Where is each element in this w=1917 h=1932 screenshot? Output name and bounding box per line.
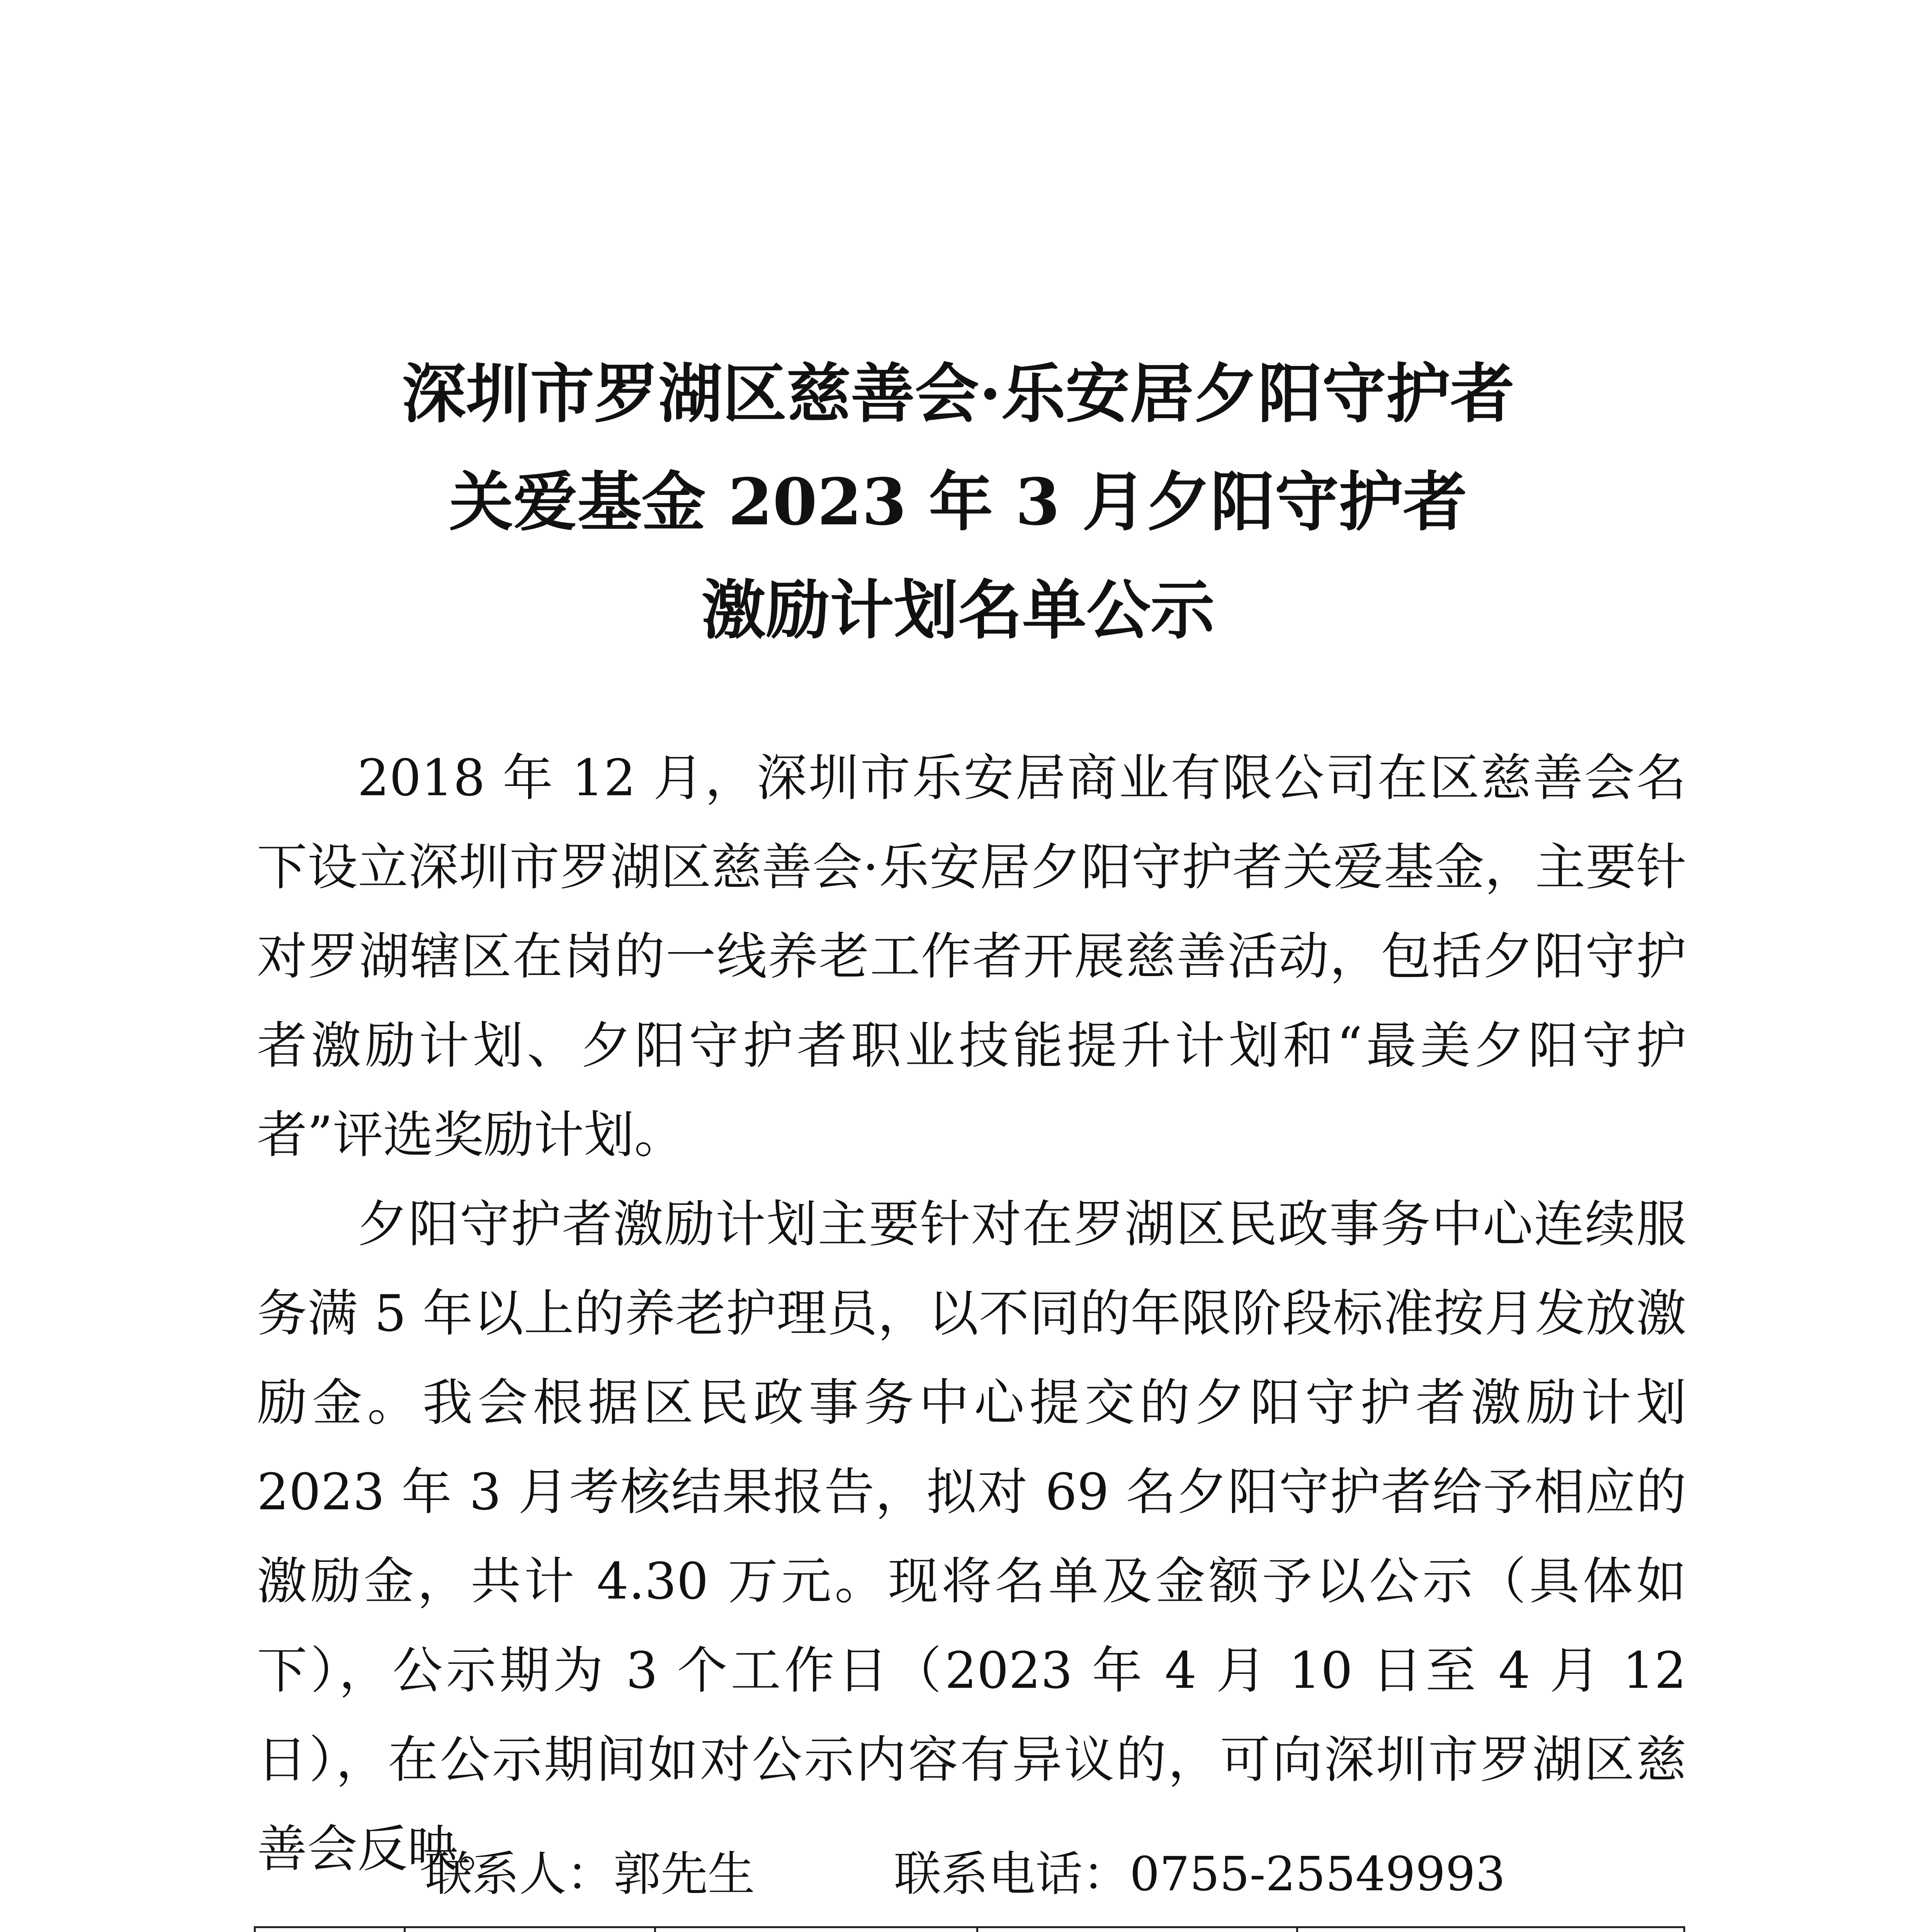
document-title [255, 340, 1661, 665]
title-line-2: 关爱基金 2023 年 3 月夕阳守护者 [449, 464, 1467, 540]
header-name [405, 1927, 655, 1932]
contact-phone: 联系电话：0755-25549993 [894, 1847, 1506, 1901]
title-line-3: 激励计划名单公示 [702, 573, 1215, 648]
paragraph-announcement: 夕阳守护者激励计划主要针对在罗湖区民政事务中心连续服务满 5 年以上的养老护理员，以不同的年限阶段标准按月发放激励金。我会根据区民政事务中心提交的夕阳守护者激励计划 2023 年 3 月考核结果报告，拟对 69 名夕阳守护者给予相应的激励金，共计 4.30 万元。现将名单及金额予以公示（具体如下），公示期为 3 个工作日（2023 年 4 月 10 日至 4 月 12 日），在公示期间如对公示内容有异议的，可向深圳市罗湖区慈善会反映。 [257, 1195, 1686, 1878]
recipient-table [254, 1926, 1685, 1932]
table-header-row [255, 1927, 1684, 1932]
contact-line [425, 1843, 1506, 1905]
contact-person: 联系人：郭先生 [425, 1847, 755, 1901]
document-body [257, 733, 1686, 1894]
paragraph-background: 2018 年 12 月，深圳市乐安居商业有限公司在区慈善会名下设立深圳市罗湖区慈善会·乐安居夕阳守护者关爱基金，主要针对罗湖辖区在岗的一线养老工作者开展慈善活动，包括夕阳守护者激励计划、夕阳守护者职业技能提升计划和“最美夕阳守护者”评选奖励计划。 [257, 748, 1686, 1164]
header-index [255, 1927, 405, 1932]
header-amount [977, 1927, 1297, 1932]
header-years [655, 1927, 977, 1932]
header-month [1297, 1927, 1684, 1932]
title-line-1: 深圳市罗湖区慈善会·乐安居夕阳守护者 [402, 356, 1514, 432]
